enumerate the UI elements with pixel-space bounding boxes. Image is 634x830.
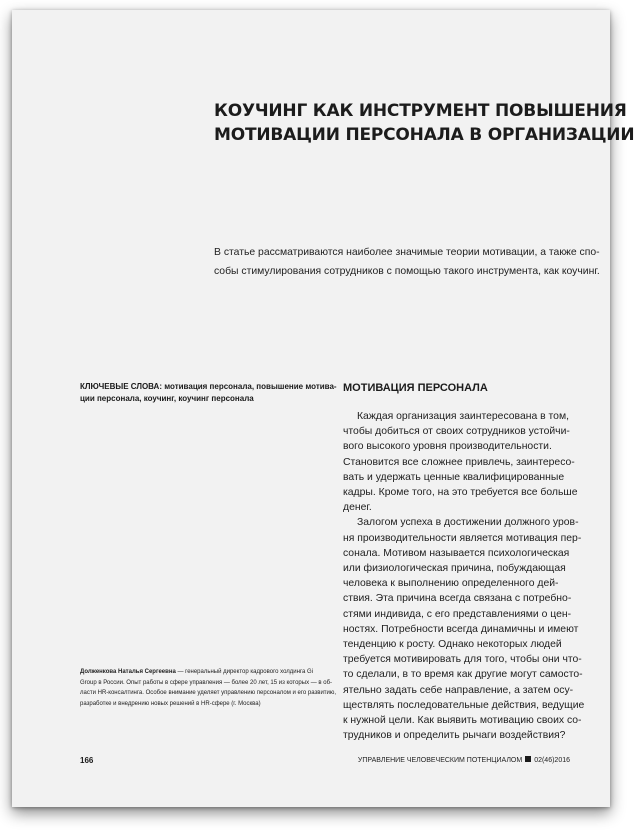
body-line: сонала. Мотивом называется психологическая — [343, 547, 570, 559]
abstract-line: В статье рассматриваются наиболее значимые теории мотивации, а также спо- — [214, 247, 600, 258]
body-line: трудников и определить рычаги воздействия? — [343, 730, 566, 742]
body-line: Каждая организация заинтересована в том, — [357, 411, 569, 422]
body-line: требуется мотивировать для того, чтобы они что- — [343, 654, 582, 666]
journal-name: УПРАВЛЕНИЕ ЧЕЛОВЕЧЕСКИМ ПОТЕНЦИАЛОМ — [357, 757, 523, 764]
body-line: тенденцию к росту. Однако некоторых людей — [343, 639, 562, 651]
journal-footer — [358, 756, 570, 764]
keywords-line: ции персонала, коучинг, коучинг персонала — [80, 394, 254, 403]
body-line: Залогом успеха в достижении должного уров- — [357, 517, 579, 529]
article-title-line: КОУЧИНГ КАК ИНСТРУМЕНТ ПОВЫШЕНИЯ — [214, 101, 627, 121]
article-title — [214, 99, 634, 147]
body-line: ня производительности является мотивация пер- — [343, 532, 582, 544]
author-bio-line: ласти HR-консалтинга. Особое внимание уделяет управлению персоналом и его развитию, — [80, 690, 337, 697]
body-line: кадры. Кроме того, на это требуется все больше — [343, 487, 578, 499]
body-line: стями индивида, с его представлениями о цен- — [343, 608, 572, 620]
author-bio-text: — генеральный директор кадрового холдинга Gi — [175, 669, 314, 675]
body-line: человека к выполнению определенного дей- — [343, 578, 559, 590]
author-bio-line — [80, 667, 330, 678]
body-line: вать и удержать ценные квалифицированные — [343, 471, 565, 483]
article-title-line: МОТИВАЦИИ ПЕРСОНАЛА В ОРГАНИЗАЦИИ — [214, 125, 634, 145]
page-number: 166 — [80, 756, 94, 765]
author-bio — [80, 667, 337, 709]
author-name: Долженкова Наталья Сергеевна — [80, 669, 176, 675]
body-line: денег. — [343, 502, 372, 514]
body-line: ятельно задать себе направление, а затем осу- — [343, 684, 574, 696]
body-line: то сделали, в то время как другие могут самосто- — [343, 669, 583, 681]
author-bio-line: разработке и внедрению новых решений в HR-сфере (г. Москва) — [80, 700, 261, 707]
body-line: к нужной цели. Как выявить мотивацию своих со- — [343, 715, 582, 727]
keywords-line: КЛЮЧЕВЫЕ СЛОВА: мотивация персонала, повышение мотива- — [80, 382, 337, 391]
square-separator-icon — [525, 756, 531, 762]
article-abstract — [214, 243, 600, 281]
author-bio-line: Group в России. Опыт работы в сфере управления — более 20 лет, 15 из которых — в об- — [80, 679, 333, 686]
body-line: ствия. Эта причина всегда связана с потребно- — [343, 593, 572, 605]
body-line: вого высокого уровня производительности. — [343, 441, 552, 453]
body-line: ществлять последовательные действия, ведущие — [343, 699, 585, 711]
body-line: чтобы добиться от своих сотрудников устойчи- — [343, 426, 570, 438]
section-body — [343, 409, 593, 743]
body-line: Становится все сложнее привлечь, заинтересо- — [343, 456, 575, 468]
body-line: ностях. Потребности всегда динамичны и имеют — [343, 623, 579, 635]
abstract-line: собы стимулирования сотрудников с помощью такого инструмента, как коучинг. — [214, 266, 600, 277]
journal-issue: 02(46)2016 — [534, 757, 570, 764]
journal-page — [12, 10, 634, 807]
body-line: или физиологическая причина, побуждающая — [343, 563, 566, 575]
keywords — [80, 381, 337, 405]
section-heading: МОТИВАЦИЯ ПЕРСОНАЛА — [343, 382, 488, 394]
